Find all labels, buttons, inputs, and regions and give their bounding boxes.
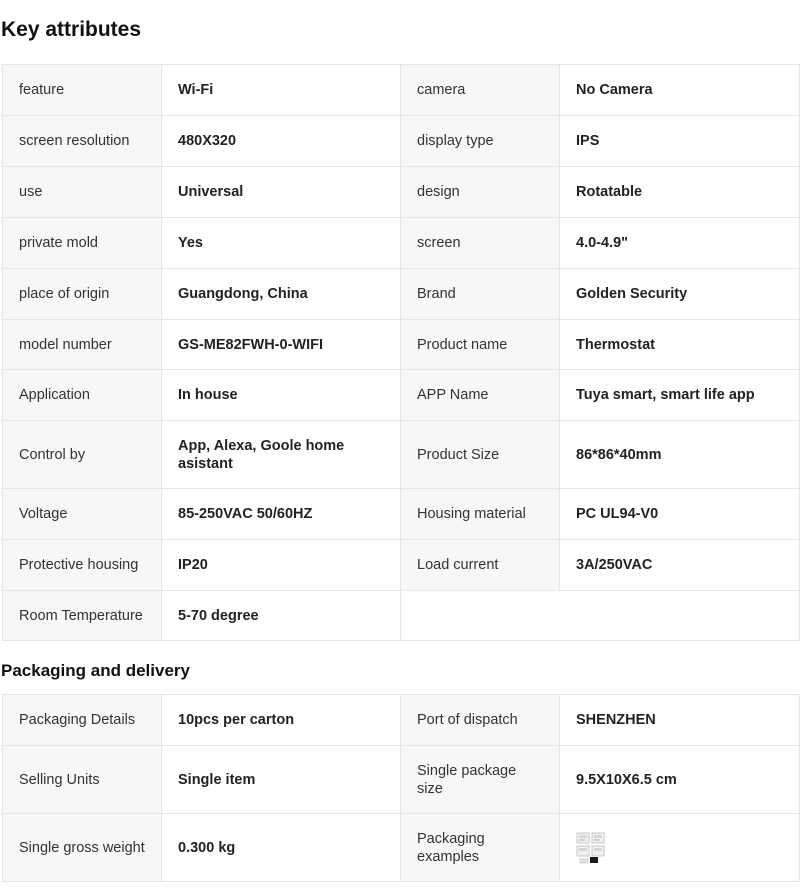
attribute-label: use [3, 167, 162, 218]
attribute-label: screen resolution [3, 116, 162, 167]
attribute-value: Universal [162, 167, 401, 218]
packaging-value: 9.5X10X6.5 cm [560, 746, 800, 814]
attribute-label: Room Temperature [3, 591, 162, 641]
attribute-value: Tuya smart, smart life app [560, 370, 800, 421]
attribute-label: Control by [3, 421, 162, 489]
attribute-value: Rotatable [560, 167, 800, 218]
attribute-row [3, 65, 800, 116]
attribute-row [3, 320, 800, 370]
attribute-label: APP Name [401, 370, 560, 421]
attribute-label: Product Size [401, 421, 560, 489]
packaging-example-cell [560, 814, 800, 882]
packaging-row [3, 746, 800, 814]
attribute-label: camera [401, 65, 560, 116]
packaging-value: SHENZHEN [560, 695, 800, 746]
attribute-value: 86*86*40mm [560, 421, 800, 489]
packaging-row [3, 695, 800, 746]
packaging-label: Selling Units [3, 746, 162, 814]
attribute-label: Voltage [3, 489, 162, 540]
attribute-label: feature [3, 65, 162, 116]
empty-cell [401, 591, 800, 641]
attribute-value: Guangdong, China [162, 269, 401, 320]
packaging-label: Packaging examples [401, 814, 560, 882]
attribute-row [3, 540, 800, 591]
attribute-label: Brand [401, 269, 560, 320]
packaging-label: Port of dispatch [401, 695, 560, 746]
attribute-value: 4.0-4.9" [560, 218, 800, 269]
attribute-value: Wi-Fi [162, 65, 401, 116]
attribute-row [3, 116, 800, 167]
attribute-row [3, 370, 800, 421]
attribute-label: private mold [3, 218, 162, 269]
key-attributes-title: Key attributes [1, 18, 142, 41]
packaging-title: Packaging and delivery [1, 661, 190, 680]
attribute-value: In house [162, 370, 401, 421]
attribute-row [3, 421, 800, 489]
attribute-value: IP20 [162, 540, 401, 591]
attribute-value: Golden Security [560, 269, 800, 320]
attribute-value: Thermostat [560, 320, 800, 370]
attribute-value: 85-250VAC 50/60HZ [162, 489, 401, 540]
attribute-label: Load current [401, 540, 560, 591]
attribute-label: design [401, 167, 560, 218]
attribute-label: Protective housing [3, 540, 162, 591]
attribute-label: place of origin [3, 269, 162, 320]
attribute-label: Application [3, 370, 162, 421]
attribute-value: GS-ME82FWH-0-WIFI [162, 320, 401, 370]
key-attributes-table [2, 64, 800, 641]
attribute-value: IPS [560, 116, 800, 167]
attribute-row [3, 269, 800, 320]
attribute-value: 3A/250VAC [560, 540, 800, 591]
attribute-label: Product name [401, 320, 560, 370]
packaging-row [3, 814, 800, 882]
attribute-row [3, 167, 800, 218]
packaging-label: Single package size [401, 746, 560, 814]
attribute-label: Housing material [401, 489, 560, 540]
packaging-table [2, 694, 800, 882]
attribute-value: 5-70 degree [162, 591, 401, 641]
attribute-value: PC UL94-V0 [560, 489, 800, 540]
packaging-label: Single gross weight [3, 814, 162, 882]
attribute-label: screen [401, 218, 560, 269]
packaging-value: 10pcs per carton [162, 695, 401, 746]
attribute-label: model number [3, 320, 162, 370]
packaging-example-thumbnail-icon[interactable] [576, 831, 606, 865]
attribute-row [3, 218, 800, 269]
packaging-label: Packaging Details [3, 695, 162, 746]
attribute-value: App, Alexa, Goole home asistant [162, 421, 401, 489]
attribute-value: No Camera [560, 65, 800, 116]
attribute-value: 480X320 [162, 116, 401, 167]
attribute-label: display type [401, 116, 560, 167]
attribute-value: Yes [162, 218, 401, 269]
packaging-value: 0.300 kg [162, 814, 401, 882]
attribute-row [3, 591, 800, 641]
packaging-value: Single item [162, 746, 401, 814]
attribute-row [3, 489, 800, 540]
